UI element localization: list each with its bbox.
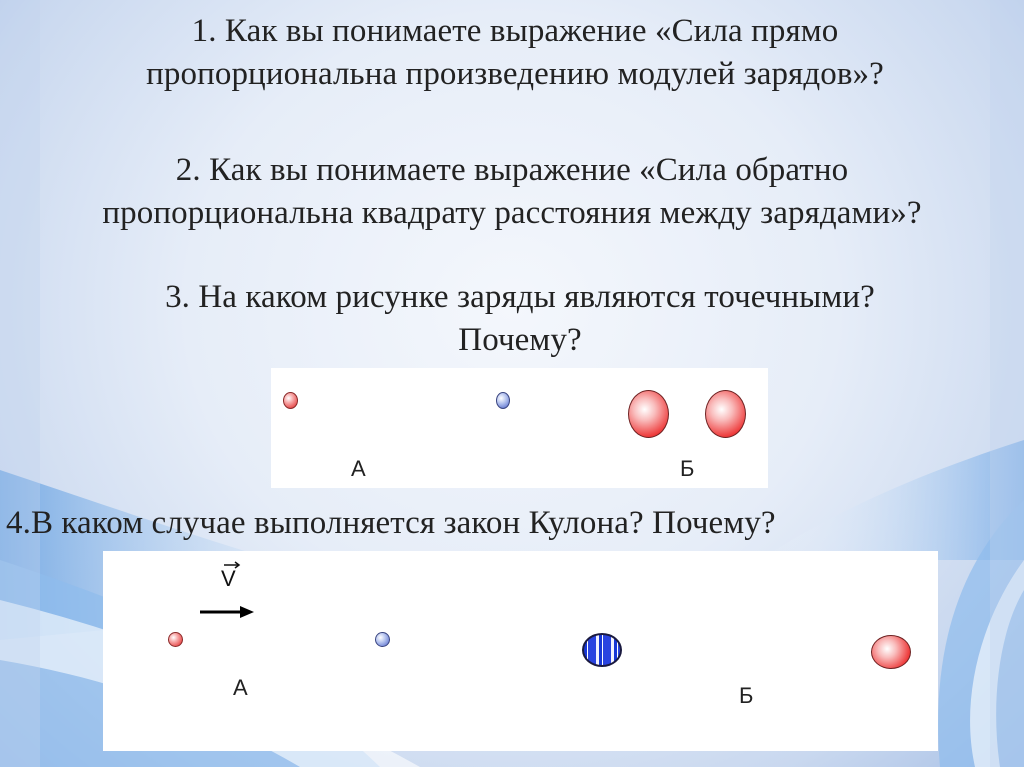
question-2-line-1: 2. Как вы понимаете выражение «Сила обратно xyxy=(175,152,849,188)
vector-arrow-icon xyxy=(222,560,242,570)
small-red-charge-icon xyxy=(168,632,183,647)
small-blue-charge-icon xyxy=(375,632,390,647)
question-3-line-1: 3. На каком рисунке заряды являются точечными? xyxy=(165,279,875,315)
figure-label-a: А xyxy=(233,675,248,700)
large-red-charge-icon xyxy=(705,390,746,438)
question-2 xyxy=(0,149,1024,235)
large-red-charge-icon xyxy=(628,390,669,438)
figure-label-b: Б xyxy=(680,456,695,481)
velocity-label xyxy=(221,566,236,592)
question-4-line-1: 4.В каком случае выполняется закон Кулона? Почему? xyxy=(6,505,776,541)
question-4 xyxy=(6,502,1006,545)
velocity-label-text: V xyxy=(221,566,236,591)
large-red-charge-icon xyxy=(871,635,911,669)
question-1 xyxy=(40,10,990,96)
small-blue-charge-icon xyxy=(496,392,510,409)
question-3-line-2: Почему? xyxy=(458,322,582,358)
question-2-line-2: пропорциональна квадрату расстояния между зарядами»? xyxy=(102,195,922,231)
question-3 xyxy=(60,276,980,362)
velocity-arrow-icon xyxy=(198,605,258,619)
figure-label-b: Б xyxy=(739,683,754,708)
figure-coulomb-law xyxy=(103,551,938,751)
striped-blue-charge-icon xyxy=(582,633,622,667)
small-red-charge-icon xyxy=(283,392,298,409)
question-1-line-1: 1. Как вы понимаете выражение «Сила прямо xyxy=(191,13,839,49)
question-1-line-2: пропорциональна произведению модулей зарядов»? xyxy=(146,56,884,92)
figure-point-charges xyxy=(271,368,768,488)
figure-label-a: А xyxy=(351,456,366,481)
